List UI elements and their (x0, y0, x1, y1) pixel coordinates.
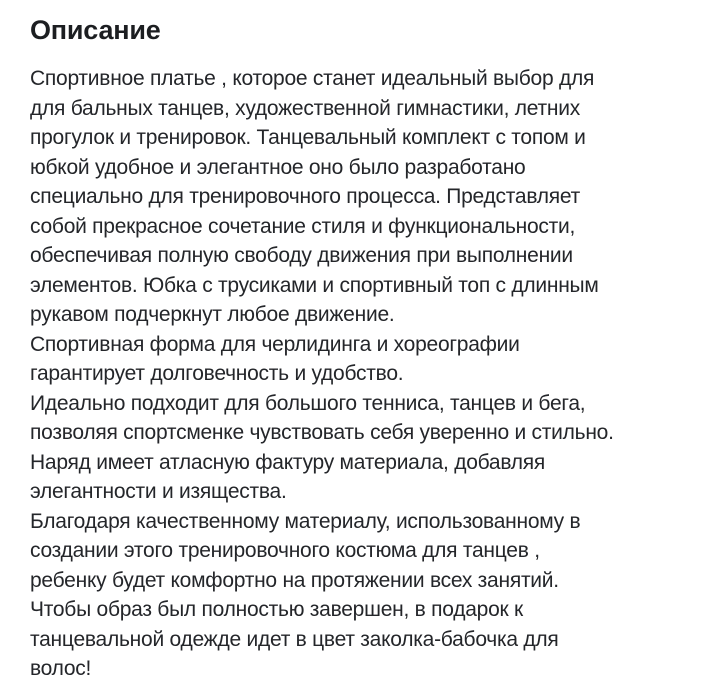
description-line: специально для тренировочного процесса. Представляет (30, 185, 580, 208)
description-line: Идеально подходит для большого тенниса, танцев и бега, (30, 391, 586, 415)
description-line: элегантности и изящества. (30, 480, 287, 503)
description-line: рукавом подчеркнут любое движение. (30, 303, 395, 326)
description-line: Спортивная форма для черлидинга и хореографии (30, 332, 520, 356)
description-line: для бальных танцев, художественной гимнастики, летних (30, 96, 580, 120)
description-line: танцевальной одежде идет в цвет заколка-бабочка для (30, 627, 559, 651)
description-line: Чтобы образ был полностью завершен, в подарок к (30, 598, 523, 621)
description-line: Спортивное платье , которое станет идеальный выбор для (30, 67, 595, 90)
description-line: гарантирует долговечность и удобство. (30, 362, 404, 385)
description-line: ребенку будет комфортно на протяжении всех занятий. (30, 568, 559, 592)
description-line: волос! (30, 657, 92, 680)
description-line: позволяя спортсменке чувствовать себя уверенно и стильно. (30, 421, 614, 444)
description-line: создании этого тренировочного костюма для танцев , (30, 539, 540, 562)
description-line: Наряд имеет атласную фактуру материала, добавляя (30, 450, 546, 474)
description-section-title: Описание (30, 15, 161, 45)
description-line: прогулок и тренировок. Танцевальный комплект с топом и (30, 126, 586, 149)
description-line: собой прекрасное сочетание стиля и функциональности, (30, 214, 576, 238)
description-line: юбкой удобное и элегантное оно было разработано (30, 155, 526, 179)
description-line: элементов. Юбка с трусиками и спортивный топ с длинным (30, 273, 599, 297)
description-line: обеспечивая полную свободу движения при выполнении (30, 244, 573, 267)
description-line: Благодаря качественному материалу, использованному в (30, 509, 581, 533)
product-description-text (30, 64, 695, 684)
